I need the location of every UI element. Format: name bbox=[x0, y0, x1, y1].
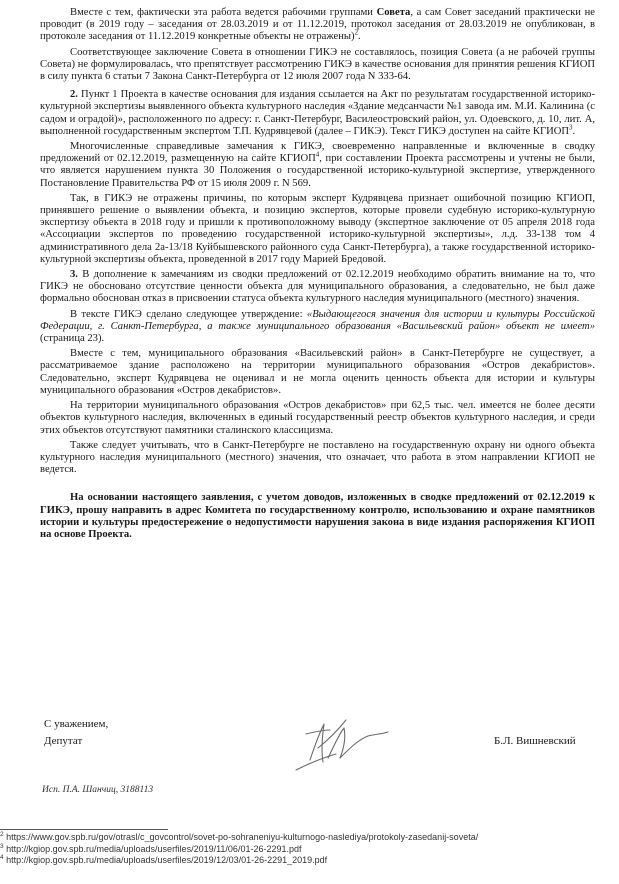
footnote-link[interactable]: http://kgiop.gov.spb.ru/media/uploads/userfiles/2019/12/03/01-26-2291_2019.pdf bbox=[3, 855, 328, 865]
text-span: . bbox=[358, 31, 361, 43]
text-span: , при составлении Проекта рассмотрены и учтены не были, что является нарушением пункта 30 Положения о государственной историко-культурной экспертизе, утвержденного Постановление Правительства РФ от 15 июля 2009 г. N 569. bbox=[40, 153, 595, 189]
paragraph-protection: Также следует учитывать, что в Санкт-Петербурге не поставлено на государственную охрану ни одного объекта культурного наследия муниципального (местного) значения, что означает, что работа в этом направлении КГИОП не ведется. bbox=[40, 439, 595, 476]
footnotes bbox=[0, 832, 478, 867]
text-span-bold: Совета bbox=[376, 7, 411, 18]
point-number: 3. bbox=[70, 269, 78, 281]
paragraph-expert-reasons: Так, в ГИКЭ не отражены причины, по которым эксперт Кудрявцева признает ошибочной позицию КГИОП, принявшего решение о выявлении объекта, и позицию экспертов, которые провели судебную историко-культурную экспертизу объекта в 2018 году и пришли к противоположному выводу (экспертное заключение от 05 апреля 2018 года «Ассоциации экспертов по проведению государственной историко-культурной экспертизы», л.д. 33-138 том 4 административного дела 2а-13/18 Куйбышевского районного суда Санкт-Петербурга), а также государственной историко-культурной экспертизы объекта, проведенной в 2017 году Марией Бредовой. bbox=[40, 192, 595, 265]
paragraph-remarks bbox=[40, 141, 595, 190]
footnote-ref: 4 bbox=[315, 150, 320, 159]
executor-line: Исп. П.А. Шанчиц, 3188113 bbox=[42, 785, 154, 795]
closing-text: С уважением, bbox=[44, 718, 109, 730]
handwritten-signature-icon bbox=[288, 712, 398, 774]
signer-title: Депутат bbox=[44, 735, 83, 747]
text-span: , а сам Совет заседаний практически не проводит (в 2019 году – заседания от 28.03.2019 и от 11.12.2019, протокол заседания от 28.03.2019 не опубликован, в протоколе заседания от 11.12.2019 конкретные объекты не отражены) bbox=[40, 7, 595, 43]
text-span: Многочисленные справедливые замечания к ГИКЭ, своевременно направленные и включенные в сводку предложений от 02.12.2019, размещенную на сайте КГИОП bbox=[40, 141, 595, 165]
paragraph-quote bbox=[40, 309, 595, 346]
paragraph-municipality: Вместе с тем, муниципального образования «Васильевский район» в Санкт-Петербурге не существует, а рассматриваемое здание расположено на территории муниципального образования «Остров декабристов». Следовательно, эксперт Кудрявцева не оценивал и не могла оценить ценность объекта для истории и культуры муниципального образования «Остров декабристов». bbox=[40, 348, 595, 396]
footnote-item bbox=[0, 855, 478, 867]
paragraph-point-2 bbox=[40, 89, 595, 138]
paragraph-point-3 bbox=[40, 269, 595, 306]
paragraph-territory: На территории муниципального образования «Остров декабристов» при 62,5 тыс. чел. имеется не более десяти объектов культурного наследия, включенных в единый государственный реестр объектов культурного наследия, и среди этих объектов отсутствуют памятники сталинского классицизма. bbox=[40, 400, 595, 436]
text-span: Пункт 1 Проекта в качестве основания для издания ссылается на Акт по результатам государственной историко-культурной экспертизы выявленного объекта культурного наследия «Здание медсанчасти №1 завода им. М.И. Калинина (с садом и оградой)», расположенного по адресу: г. Санкт-Петербург, Василеостровский район, ул. Одоевского, д. 10, лит. А, выполненной государственным экспертом Т.П. Кудрявцевой (далее – ГИКЭ). Текст ГИКЭ доступен на сайте КГИОП bbox=[40, 89, 595, 137]
footnote-ref: 3 bbox=[569, 123, 573, 132]
text-span: В тексте ГИКЭ сделано следующее утверждение: bbox=[70, 308, 307, 320]
quote-span: «Выдающегося значения для истории и культуры Российской Федерации, г. Санкт-Петербурга, а также муниципального образования «Васильевский район» объект не имеет» bbox=[40, 308, 595, 332]
footnote-ref: 2 bbox=[354, 28, 359, 37]
footnote-item bbox=[0, 844, 478, 856]
footnote-link[interactable]: http://kgiop.gov.spb.ru/media/uploads/userfiles/2019/11/06/01-26-2291.pdf bbox=[3, 843, 302, 854]
point-number: 2. bbox=[70, 89, 78, 101]
paragraph-council bbox=[40, 7, 595, 44]
text-span: (страница 23). bbox=[40, 333, 105, 345]
footnote-number: 3 bbox=[0, 842, 4, 850]
footnote-divider bbox=[0, 829, 168, 830]
footnote-link[interactable]: https://www.gov.spb.ru/gov/otrasl/c_govcontrol/sovet-po-sohraneniyu-kulturnogo-naslediya/protokoly-zasedanij-soveta/ bbox=[3, 832, 479, 842]
signature-block bbox=[40, 718, 600, 778]
document-body bbox=[40, 7, 595, 544]
footnote-number: 2 bbox=[0, 831, 4, 838]
signer-name: Б.Л. Вишневский bbox=[494, 735, 576, 747]
paragraph-council-conclusion: Соответствующее заключение Совета в отношении ГИКЭ не составлялось, позиция Совета (а не рабочей группы Совета) не формулировалась, что препятствует рассмотрению ГИКЭ в качестве основания для принятия решения КГИОП в силу пункта 6 статьи 7 Закона Санкт-Петербурга от 12 июля 2007 года N 333-64. bbox=[40, 46, 595, 83]
paragraph-request: На основании настоящего заявления, с учетом доводов, изложенных в сводке предложений от 02.12.2019 к ГИКЭ, прошу направить в адрес Комитета по государственному контролю, использованию и охране памятников истории и культуры предостережение о недопустимости нарушения закона в виде издания распоряжения КГИОП на основе Проекта. bbox=[40, 492, 595, 540]
text-span: В дополнение к замечаниям из сводки предложений от 02.12.2019 необходимо обратить внимание на то, что ГИКЭ не обосновано отсутствие ценности объекта для муниципального образования, а следовательно, не был даже формально обоснован отказ в присвоении статуса объекта культурного наследия муниципального (местного) значения. bbox=[40, 269, 595, 305]
text-span: Вместе с тем, фактически эта работа ведется рабочими группами bbox=[70, 7, 377, 18]
footnote-item bbox=[0, 832, 478, 844]
footnote-number: 4 bbox=[0, 854, 4, 861]
text-span: . bbox=[572, 125, 576, 137]
